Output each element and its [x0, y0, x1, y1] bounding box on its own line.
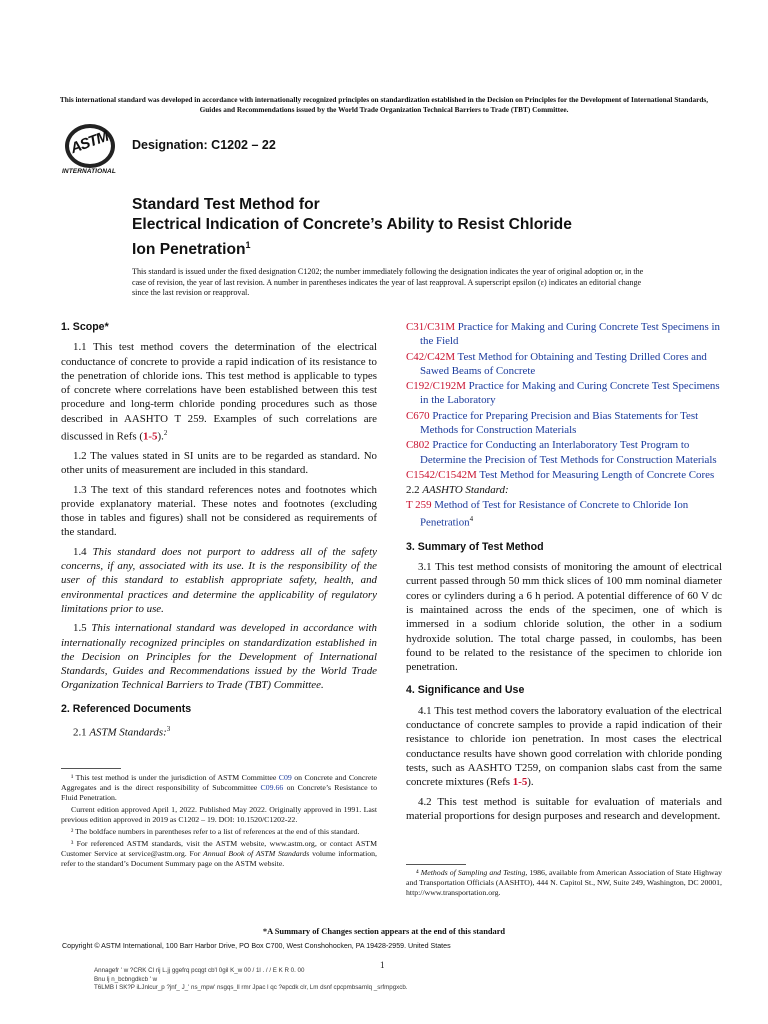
subcommittee-c0966-link[interactable]: C09.66 [260, 783, 284, 792]
reference-item[interactable]: C31/C31M Practice for Making and Curing Concrete Test Specimens in the Field [406, 321, 720, 348]
page-number: 1 [380, 960, 385, 970]
title-line-3: Ion Penetration$^1$ [132, 240, 251, 259]
footnote-rule-right [406, 864, 466, 865]
wto-notice: This international standard was developed in accordance with internationally recognized principles on standardization established in the Decision on Principles for the Development of International Standards, Guides and Recommendations issued by the World Trade Organization Technical Barriers to Trade (TBT) Committee. [59, 95, 709, 114]
paragraph-2-1: 2.1 ASTM Standards:$^3$ [73, 725, 171, 739]
committee-c09-link[interactable]: C09 [278, 773, 292, 782]
referenced-documents-heading: 2. Referenced Documents [61, 702, 192, 715]
paragraph-1-1: 1.1 This test method covers the determination of the electrical conductance of concrete to provide a rapid indication of its resistance to the penetration of chloride ions. This test method is applicable to types of concrete where correlations have been established between this test procedure and long-term chloride ponding procedures such as those described in AASHTO T 259. Examples of such correlations are discussed in Refs (1-5).$^2$ [61, 341, 377, 443]
astm-logo-mark: ASTM [68, 127, 111, 158]
paragraph-2-2: 2.2 AASHTO Standard: [406, 484, 509, 497]
paragraph-4-2: 4.2 This test method is suitable for evaluation of materials and material proportions for design purposes and research and development. [406, 795, 722, 822]
paragraph-3-1: 3.1 This test method consists of monitoring the amount of electrical current passed through 50 mm thick slices of 100 mm nominal diameter cores or cylinders during a 6 h period. A potential difference of 60 V dc is maintained across the ends of the specimen, one of which is immersed in a sodium chloride solution, the other in a sodium hydroxide solution. The total charge passed, in coulombs, has been found to be related to the resistance of the specimen to chloride ion penetration. [406, 561, 722, 674]
title-footnote-mark: 1 [245, 240, 251, 250]
summary-of-changes-note: *A Summary of Changes section appears at the end of this standard [262, 927, 506, 936]
reference-item[interactable]: C670 Practice for Preparing Precision and Bias Statements for Test Methods for Construction Materials [406, 409, 699, 437]
paragraph-4-1: 4.1 This test method covers the laboratory evaluation of the electrical conductance of concrete samples to provide a rapid indication of their resistance to chloride ion penetration. In most cases the electrical conductance results have shown good correlation with chloride ponding tests, such as AASHTO T259, on companion slabs cast from the same concrete mixtures (Refs 1-5). [406, 704, 722, 789]
footnotes-right [406, 868, 722, 900]
paragraph-1-4: 1.4 This standard does not purport to address all of the safety concerns, if any, associated with its use. It is the responsibility of the user of this standard to establish appropriate safety, health, and environmental practices and determine the applicability of regulatory limitations prior to use. [61, 545, 377, 615]
reference-item[interactable]: C802 Practice for Conducting an Interlaboratory Test Program to Determine the Precision of Test Methods for Construction Materials [406, 439, 717, 466]
refs-link[interactable]: 1-5 [142, 430, 158, 443]
reference-item[interactable]: C1542/C1542M Test Method for Measuring Length of Concrete Cores [406, 468, 715, 481]
scope-heading: 1. Scope* [61, 321, 109, 333]
reference-item[interactable]: C42/C42M Test Method for Obtaining and Testing Drilled Cores and Sawed Beams of Concrete [406, 350, 707, 377]
left-column [61, 320, 377, 745]
paragraph-1-5: 1.5 This international standard was developed in accordance with internationally recognized principles on standardization established in the Decision on Principles for the Development of International Standards, Guides and Recommendations issued by the World Trade Organization Technical Barriers to Trade (TBT) Committee. [61, 622, 377, 692]
footnote-1: ¹ This test method is under the jurisdiction of ASTM Committee C09 on Concrete and Concrete Aggregates and is the direct responsibility of Subcommittee C09.66 on Concrete’s Resistance to Fluid Penetration. [61, 773, 377, 802]
footnotes-left [61, 773, 377, 871]
paragraph-1-3: 1.3 The text of this standard references notes and footnotes which provide explanatory material. These notes and footnotes (excluding those in tables and figures) shall not be considered as requirements of the standard. [61, 483, 377, 539]
title-line-1: Standard Test Method for [132, 196, 320, 213]
issuance-note: This standard is issued under the fixed designation C1202; the number immediately following the designation indicates the year of original adoption or, in the case of revision, the year of last revision. A number in parentheses indicates the year of last reapproval. A superscript epsilon (ε) indicates an editorial change since the last revision or reapproval. [132, 267, 644, 297]
designation: Designation: C1202 – 22 [132, 138, 276, 152]
copyright: Copyright © ASTM International, 100 Barr Harbor Drive, PO Box C700, West Conshohocken, PA 19428-2959. United States [62, 942, 451, 950]
footnote-4: ⁴ Methods of Sampling and Testing, 1986, available from American Association of State Highway and Transportation Officials (AASHTO), 444 N. Capitol St., NW, Suite 249, Washington, DC 20001, http://www.transportation.org. [406, 868, 722, 897]
astm-reference-list [406, 320, 722, 482]
summary-heading: 3. Summary of Test Method [406, 540, 544, 553]
astm-logo [62, 124, 124, 178]
paragraph-1-2: 1.2 The values stated in SI units are to be regarded as standard. No other units of measurement are included in this standard. [61, 450, 377, 477]
footnote-3: ³ For referenced ASTM standards, visit the ASTM website, www.astm.org, or contact ASTM Customer Service at service@astm.org. For Annual Book of ASTM Standards volume information, refer to the standard’s Document Summary page on the ASTM website. [61, 839, 377, 868]
footnote-rule-left [61, 768, 121, 769]
footnote-2: ² The boldface numbers in parentheses refer to a list of references at the end of this standard. [71, 827, 360, 836]
title-line-2: Electrical Indication of Concrete’s Ability to Resist Chloride [132, 216, 572, 233]
reference-item[interactable]: C192/C192M Practice for Making and Curing Concrete Test Specimens in the Laboratory [406, 380, 720, 407]
document-title [132, 195, 692, 260]
footnote-1-edition: Current edition approved April 1, 2022. Published May 2022. Originally approved in 1991. Last previous edition approved in 2019 as C1202 – 19. DOI: 10.1520/C1202-22. [61, 805, 377, 824]
reference-item-t259[interactable]: T 259 Method of Test for Resistance of Concrete to Chloride Ion Penetration$^4$ [406, 498, 689, 529]
refs-link[interactable]: 1-5 [512, 776, 528, 789]
right-column [406, 320, 722, 828]
astm-logo-subtitle: INTERNATIONAL [62, 168, 116, 175]
significance-heading: 4. Significance and Use [406, 684, 525, 697]
license-watermark: Annagefr ' w ?CRK Cl rij L.jj ggefrq pcqgt cb'l 0gil K_w 00 / 1l . / / E K R 0. 00 Bnu lj n_bcbngdkcb ' w T6LMB I SK?P iLJnlcur_p ?jnf_ J_' ns_mpw' nsgqs_ll rmr Jpac l qc ?epcdk clr, Lm dsnf cpcpmbsarnlq _srfmpgxcb. [94, 967, 408, 992]
